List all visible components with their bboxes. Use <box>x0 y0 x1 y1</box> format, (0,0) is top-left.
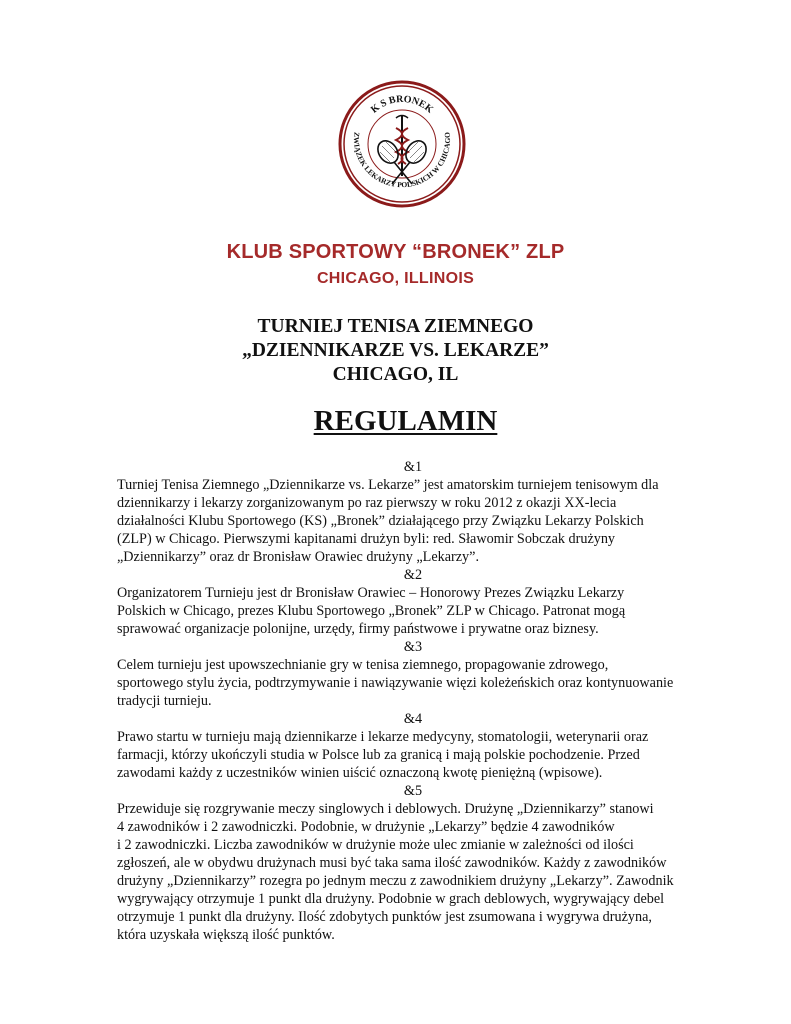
section-number: &3 <box>403 639 423 655</box>
section-3 <box>117 638 687 710</box>
section-1 <box>117 458 687 566</box>
section-number: &1 <box>403 459 423 475</box>
section-number: &5 <box>403 783 423 799</box>
section-line: 4 zawodników i 2 zawodniczki. Podobnie, w drużynie „Lekarzy” będzie 4 zawodników <box>117 819 615 835</box>
section-line: Prawo startu w turnieju mają dziennikarze i lekarze medycyny, stomatologii, weterynarii oraz <box>117 729 649 745</box>
section-line: Polskich w Chicago, prezes Klubu Sportowego „Bronek” ZLP w Chicago. Patronat mogą <box>117 603 626 619</box>
tournament-line-3: CHICAGO, IL <box>332 364 459 385</box>
section-line: dziennikarzy i lekarzy zorganizowanym po raz pierwszy w roku 2012 z okazji XX-lecia <box>117 495 617 511</box>
section-line: Celem turnieju jest upowszechnianie gry w tenisa ziemnego, propagowanie zdrowego, <box>117 657 609 673</box>
section-line: otrzymuje 1 punkt dla drużyny. Ilość zdobytych punktów jest zsumowana i wygrywa drużyna, <box>117 909 652 925</box>
club-name: KLUB SPORTOWY “BRONEK” ZLP <box>226 241 565 263</box>
section-line: drużyny „Dziennikarzy” rozegra po jednym meczu z zawodnikiem drużyny „Lekarzy”. Zawodnik <box>117 873 674 889</box>
section-line: sportowego stylu życia, podtrzymywanie i nawiązywanie więzi koleżeńskich oraz kontynuowanie <box>117 675 674 691</box>
regulations-title: REGULAMIN <box>313 405 498 437</box>
section-line: Turniej Tenisa Ziemnego „Dziennikarze vs. Lekarze” jest amatorskim turniejem tenisowym dla <box>117 477 659 493</box>
club-logo <box>338 80 466 208</box>
section-line: i 2 zawodniczki. Liczba zawodników w drużynie może ulec zmianie w zależności od ilości <box>117 837 634 853</box>
logo-top-text: K S BRONEK <box>368 93 436 116</box>
section-line: zawodami każdy z uczestników winien uiścić oznaczoną kwotę pieniężną (wpisowe). <box>117 765 603 781</box>
section-4 <box>117 710 687 782</box>
section-line: działalności Klubu Sportowego (KS) „Bronek” działającego przy Związku Lekarzy Polskich <box>117 513 644 529</box>
section-line: sprawować organizacje polonijne, urzędy, firmy państwowe i prywatne oraz biznesy. <box>117 621 599 637</box>
section-line: Przewiduje się rozgrywanie meczy singlowych i deblowych. Drużynę „Dziennikarzy” stanowi <box>117 801 654 817</box>
section-number: &2 <box>403 567 423 583</box>
tournament-line-1: TURNIEJ TENISA ZIEMNEGO <box>257 316 534 337</box>
section-line: tradycji turnieju. <box>117 693 212 709</box>
section-line: wygrywający otrzymuje 1 punkt dla drużyny. Podobnie w grach deblowych, wygrywający debel <box>117 891 665 907</box>
section-line: (ZLP) w Chicago. Pierwszymi kapitanami drużyn byli: red. Sławomir Sobczak drużyny <box>117 531 616 547</box>
section-line: Organizatorem Turnieju jest dr Bronisław Orawiec – Honorowy Prezes Związku Lekarzy <box>117 585 625 601</box>
logo-ring-text: ZWIĄZEK LEKARZY POLSKICH W CHICAGO <box>351 131 453 190</box>
section-5 <box>117 782 687 944</box>
tournament-line-2: „DZIENNIKARZE VS. LEKARZE” <box>242 340 549 361</box>
section-line: farmacji, którzy ukończyli studia w Polsce lub za granicą i mają polskie pochodzenie. Przed <box>117 747 640 763</box>
section-line: „Dziennikarzy” oraz dr Bronisław Orawiec drużyny „Lekarzy”. <box>117 549 479 565</box>
club-city: CHICAGO, ILLINOIS <box>316 270 475 287</box>
tournament-title <box>0 315 791 387</box>
section-line: która uzyskała większą ilość punktów. <box>117 927 335 943</box>
section-number: &4 <box>403 711 423 727</box>
section-2 <box>117 566 687 638</box>
section-line: zgłoszeń, ale w obydwu drużynach musi być taka sama ilość zawodników. Każdy z zawodników <box>117 855 667 871</box>
regulations-body <box>117 458 687 944</box>
